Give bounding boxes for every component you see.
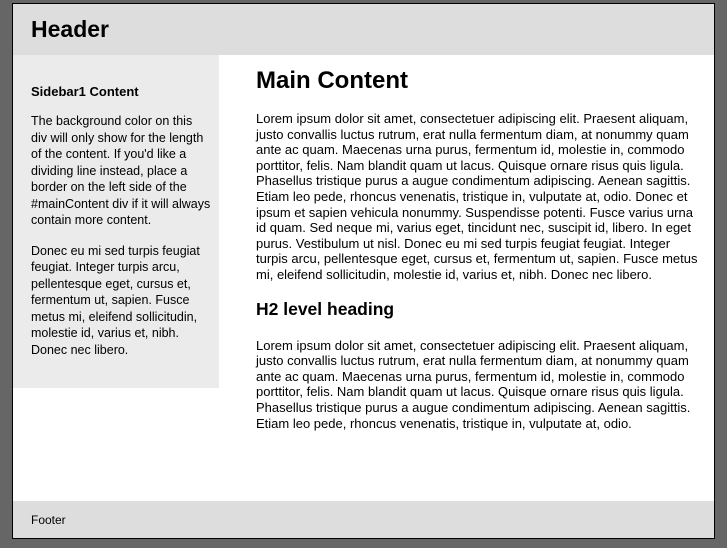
- main-heading: Main Content: [256, 67, 408, 94]
- sidebar: [13, 55, 219, 388]
- page-footer: [13, 501, 714, 538]
- page-header: [13, 4, 714, 55]
- sidebar-paragraph-1: The background color on this div will only show for the length of the content. If you'd like a dividing line instead, place a border on the left side of the #mainContent div if it will always contain more content.: [31, 114, 211, 227]
- main-subheading: H2 level heading: [256, 298, 395, 319]
- main-paragraph-2: Lorem ipsum dolor sit amet, consectetuer adipiscing elit. Praesent aliquam, justo convallis luctus rutrum, erat nulla fermentum diam, at nonummy quam ante ac quam. Maecenas urna purus, fermentum id, molestie in, commodo porttitor, felis. Nam blandit quam ut lacus. Quisque ornare risus quis ligula. Phasellus tristique purus a augue condimentum adipiscing. Aenean sagittis. Etiam leo pede, rhoncus venenatis, tristique in, vulputate at, odio.: [256, 337, 691, 431]
- main-paragraph-1: Lorem ipsum dolor sit amet, consectetuer adipiscing elit. Praesent aliquam, justo convallis luctus rutrum, erat nulla fermentum diam, at nonummy quam ante ac quam. Maecenas urna purus, fermentum id, molestie in, commodo porttitor, felis. Nam blandit quam ut lacus. Quisque ornare risus quis ligula. Phasellus tristique purus a augue condimentum adipiscing. Aenean sagittis. Etiam leo pede, rhoncus venenatis, tristique in, vulputate at, odio. Donec et ipsum et sapien vehicula nonummy. Suspendisse potenti. Fusce varius urna id quam. Sed neque mi, varius eget, tincidunt nec, suscipit id, libero. In eget purus. Vestibulum ut nisl. Donec eu mi sed turpis feugiat feugiat. Integer turpis arcu, pellentesque eget, cursus et, fermentum ut, sapien. Fusce metus mi, eleifend sollicitudin, molestie id, varius et, nibh. Donec nec libero.: [256, 111, 698, 282]
- header-title: Header: [31, 16, 109, 42]
- footer-label: Footer: [31, 513, 66, 527]
- sidebar-paragraph-2: Donec eu mi sed turpis feugiat feugiat. Integer turpis arcu, pellentesque eget, cursus et, fermentum ut, sapien. Fusce metus mi, eleifend sollicitudin, molestie id, varius et, nibh. Donec nec libero.: [31, 243, 200, 357]
- page-container: [12, 3, 715, 539]
- sidebar-heading: Sidebar1 Content: [31, 84, 139, 99]
- content-area: [13, 55, 714, 501]
- main-content: [219, 67, 714, 431]
